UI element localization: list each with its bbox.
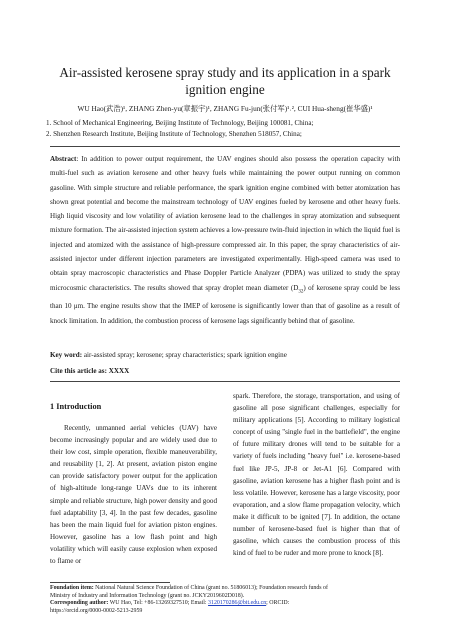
keywords-text: air-assisted spray; kerosene; spray characteristics; spark ignition engine xyxy=(82,351,287,359)
footnote-foundation-label: Foundation item: xyxy=(50,585,94,591)
author-list: WU Hao(武浩)¹, ZHANG Zhen-yu(章振宇)¹, ZHANG Fu-jun(张付军)¹˒², CUI Hua-sheng(崔华盛)¹ xyxy=(77,104,373,113)
abstract-subscript: 32 xyxy=(298,289,304,295)
paper-title xyxy=(40,64,410,98)
abstract-label: Abstract xyxy=(50,155,77,163)
body-column-left xyxy=(50,422,217,567)
title-line-1: Air-assisted kerosene spray study and its application in a spark xyxy=(59,65,391,80)
footnote-orcid-link[interactable]: https://orcid.org/0000-0002-5213-2959 xyxy=(50,607,143,614)
body-column-right: spark. Therefore, the storage, transportation, and using of gasoline all pose significant challenges, especially for military applications [5]. According to military logistical concept of using "single fuel in the battlefield", the engine of future military drones will tend to be suitable for a variety of fuels including "heavy fuel" i.e. kerosene-based fuel like JP-5, JP-8 or Jet-A1 [6]. Compared with gasoline, aviation kerosene has a higher flash point and is less volatile. However, kerosene has a large viscosity, poor evaporation, and a slow flame propagation velocity, which make it difficult to be ignited [7]. In addition, the octane number of kerosene-based fuel is higher than that of gasoline, which causes the combustion process of this kind of fuel to be ruder and more prone to knock [8]. xyxy=(233,392,400,558)
footnote-email-link[interactable]: 3120170286@bit.edu.cn xyxy=(208,600,267,607)
body-text-left: Recently, unmanned aerial vehicles (UAV) have become increasingly popular and are widely used due to their low cost, simple operation, flexible maneuverability, and reusability [1, 2]. At present, aviation piston engine can provide satisfactory power output for the application of high-altitude long-range UAVs due to its inherent simple and reliable structure, high power density and good fuel adaptability [3, 4]. In the past few decades, gasoline has been the main liquid fuel for aviation piston engines. However, gasoline has a low flash point and high volatility which will easily cause explosion when exposed to flame or xyxy=(50,424,217,566)
keywords-label: Key word: xyxy=(50,351,83,359)
cite-line: Cite this article as: XXXX xyxy=(50,367,130,375)
footnote-divider xyxy=(50,582,170,583)
footnotes xyxy=(50,585,410,615)
abstract-text: : In addition to power output requirement, the UAV engines should also possess the operation capacity with multi-fuel such as aviation kerosene and other heavy fuels while maintaining the power output running on common gasoline. With simple structure and reliable performance, the spark ignition engine combined with better atomization has shown great potential and become the mainstream technology of UAV engines fueled by kerosene and other heavy fuels. High liquid viscosity and low volatility of aviation kerosene lead to the challenges in spray atomization and subsequent mixture formation. The air-assisted injection system achieves a low-pressure twin-fluid injection in which the liquid fuel is injected and atomized with the assistance of high-pressure compressed air. In this paper, the spray characteristics of air-assisted injector under different injection parameters are investigated experimentally. High-speed camera was used to obtain spray macroscopic characteristics and Phase Doppler Particle Analyzer (PDPA) was utilized to study the spray microcosmic characteristics. The results showed that spray droplet mean diameter (D xyxy=(50,155,400,292)
divider-top xyxy=(50,146,400,147)
footnote-line-1 xyxy=(50,585,410,593)
abstract xyxy=(50,152,400,328)
divider-bottom xyxy=(50,381,400,382)
keywords xyxy=(50,349,400,361)
affiliations xyxy=(46,118,426,139)
abstract-text-continued: ) of kerosene spray could be less than 10 μm. The engine results show that the IMEP of kerosene is significantly lower than that of gasoline as a result of knock limitation. In addition, the combustion process of kerosene lags significantly behind that of gasoline. xyxy=(50,283,400,325)
footnote-orcid-label: ; ORCID: xyxy=(266,600,290,607)
footnote-author-label: Corresponding author: xyxy=(50,600,109,607)
title-line-2: ignition engine xyxy=(185,82,265,97)
footnote-line-2: Ministry of Industry and Information Technology (grant no. JCKY2019602D018). xyxy=(50,592,245,599)
footnote-foundation-text: National Natural Science Foundation of China (grant no. 51806013); Foundation research funds of xyxy=(93,585,328,591)
affiliation-1: 1. School of Mechanical Engineering, Beijing Institute of Technology, Beijing 100081, China; xyxy=(46,119,314,127)
footnote-line-3 xyxy=(50,600,410,608)
section-heading: 1 Introduction xyxy=(50,402,102,411)
footnote-author-text: WU Hao, Tel: +86-13269327510; Email: xyxy=(108,600,209,607)
affiliation-2: 2. Shenzhen Research Institute, Beijing Institute of Technology, Shenzhen 518057, China; xyxy=(46,129,302,138)
